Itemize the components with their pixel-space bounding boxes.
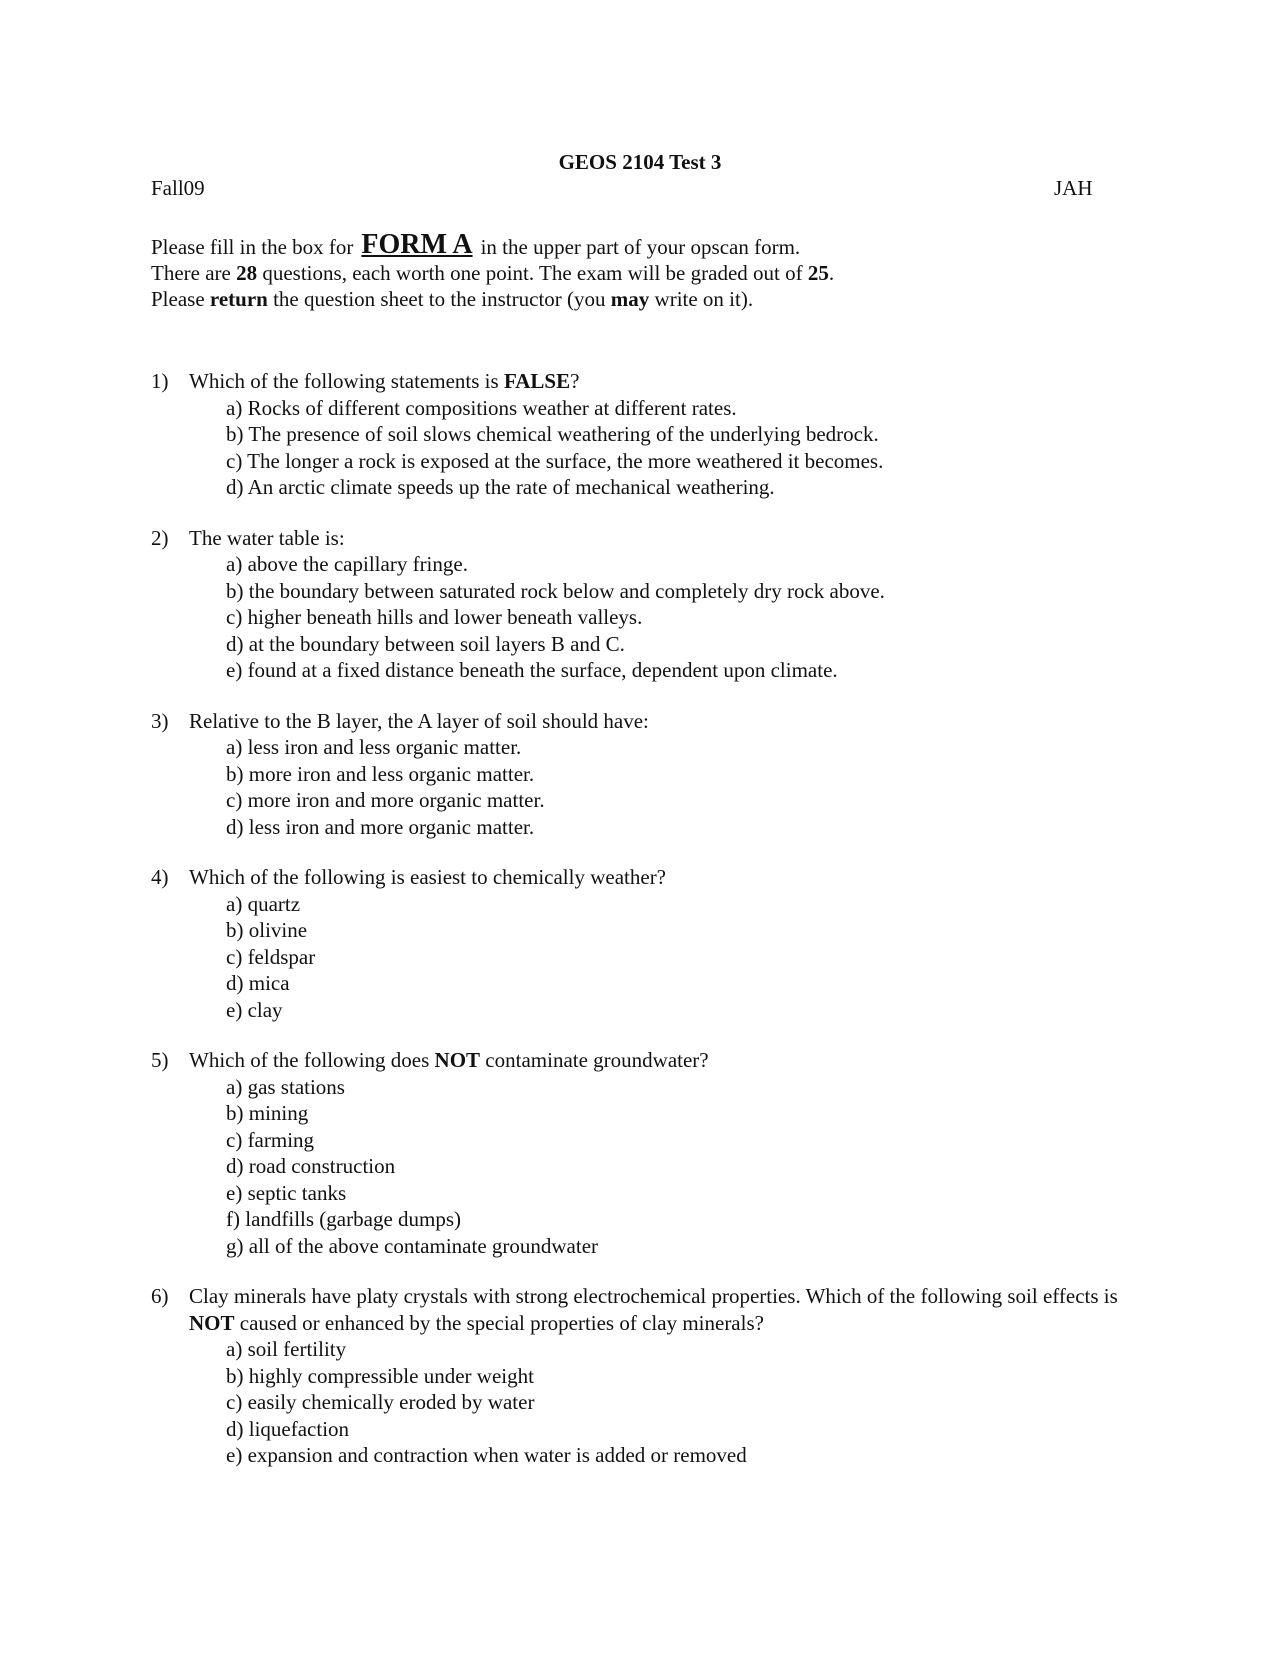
answer-choice: b) highly compressible under weight (226, 1363, 534, 1388)
question-list (151, 368, 1151, 1493)
answer-choice: a) gas stations (226, 1074, 345, 1099)
answer-choice: b) The presence of soil slows chemical weathering of the underlying bedrock. (226, 422, 879, 446)
question-stem: Which of the following does NOT contaminate groundwater? (189, 1048, 709, 1072)
question-number: 1) (151, 369, 169, 393)
answer-choice: c) The longer a rock is exposed at the surface, the more weathered it becomes. (226, 448, 884, 473)
answer-choice: a) less iron and less organic matter. (226, 735, 522, 759)
answer-choice: a) above the capillary fringe. (226, 552, 468, 576)
question-number: 6) (151, 1284, 169, 1308)
answer-choice: a) quartz (226, 891, 301, 916)
exam-term: Fall09 (151, 176, 205, 200)
answer-choice: d) at the boundary between soil layers B and C. (226, 631, 625, 656)
question-number: 4) (151, 865, 169, 889)
answer-choice: d) liquefaction (226, 1416, 350, 1441)
answer-choice: c) easily chemically eroded by water (226, 1390, 535, 1414)
answer-choice: a) soil fertility (226, 1337, 347, 1361)
answer-choice: e) septic tanks (226, 1180, 347, 1205)
question-5 (151, 1047, 1151, 1259)
answer-choice: c) higher beneath hills and lower beneath valleys. (226, 605, 643, 629)
question-stem: The water table is: (189, 525, 345, 550)
answer-choice: d) mica (226, 971, 290, 995)
question-4 (151, 864, 1151, 1023)
instruction-line-1: Please fill in the box for FORM A in the upper part of your opscan form. (151, 229, 801, 260)
answer-choice: d) An arctic climate speeds up the rate of mechanical weathering. (226, 475, 775, 499)
answer-choice: c) farming (226, 1127, 315, 1152)
question-count: 28 (236, 261, 258, 285)
question-number: 3) (151, 708, 169, 733)
answer-choice: c) more iron and more organic matter. (226, 788, 545, 812)
answer-choice: f) landfills (garbage dumps) (226, 1207, 462, 1231)
answer-choice: c) feldspar (226, 944, 316, 969)
answer-choice: a) Rocks of different compositions weather at different rates. (226, 395, 737, 420)
question-stem: Clay minerals have platy crystals with strong electrochemical properties. Which of the following soil effects is NOT caused or enhanced by the special properties of clay minerals? (189, 1284, 1118, 1335)
instructor-initials: JAH (1054, 176, 1093, 200)
answer-choice: b) the boundary between saturated rock below and completely dry rock above. (226, 578, 885, 603)
answer-choice: e) found at a fixed distance beneath the surface, dependent upon climate. (226, 658, 838, 682)
question-3 (151, 708, 1151, 841)
question-stem: Which of the following is easiest to chemically weather? (189, 865, 667, 889)
answer-choice: e) expansion and contraction when water is added or removed (226, 1443, 747, 1467)
question-number: 5) (151, 1048, 169, 1072)
instruction-line-3: Please return the question sheet to the instructor (you may write on it). (151, 287, 754, 311)
question-number: 2) (151, 525, 169, 550)
question-1 (151, 368, 1151, 501)
answer-choice: b) olivine (226, 918, 308, 942)
instruction-line-2: There are 28 questions, each worth one point. The exam will be graded out of 25. (151, 261, 835, 285)
question-stem: Which of the following statements is FALSE? (189, 369, 580, 393)
question-2 (151, 525, 1151, 684)
form-label: FORM A (361, 229, 473, 260)
exam-title: GEOS 2104 Test 3 (558, 150, 722, 174)
question-6 (151, 1283, 1151, 1469)
answer-choice: b) more iron and less organic matter. (226, 761, 535, 786)
answer-choice: d) road construction (226, 1154, 396, 1178)
answer-choice: g) all of the above contaminate groundwater (226, 1233, 599, 1258)
answer-choice: b) mining (226, 1101, 309, 1125)
graded-out-of: 25 (807, 261, 829, 285)
answer-choice: e) clay (226, 997, 283, 1022)
question-stem: Relative to the B layer, the A layer of soil should have: (189, 708, 649, 733)
answer-choice: d) less iron and more organic matter. (226, 814, 535, 839)
